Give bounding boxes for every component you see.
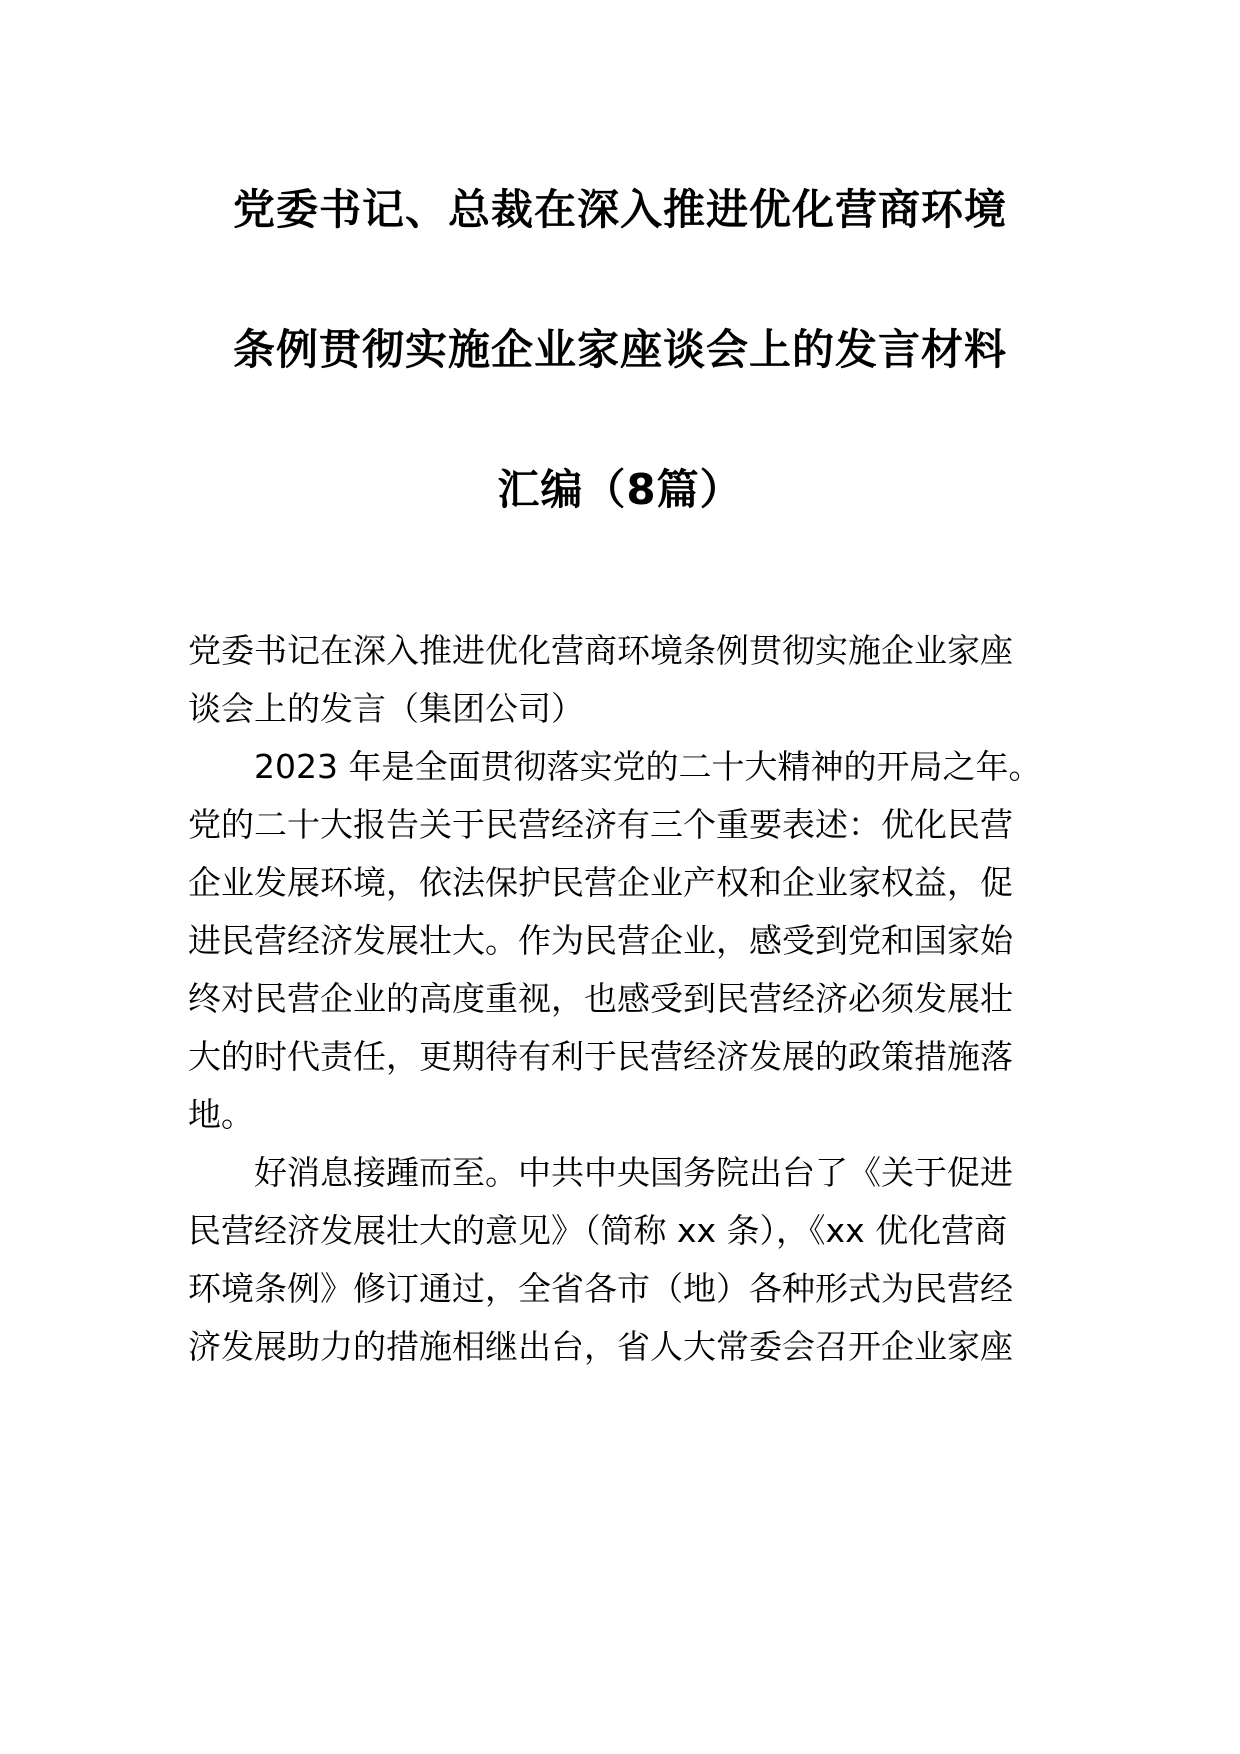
- paragraph-2-line-2: 民营经济发展壮大的意见》（简称 xx 条），《xx 优化营商: [188, 1211, 1008, 1250]
- section-heading-line-2: 谈会上的发言（集团公司）: [188, 689, 584, 728]
- paragraph-1-line-3: 企业发展环境，依法保护民营企业产权和企业家权益，促: [188, 863, 1013, 902]
- paragraph-1-line-1: 2023 年是全面贯彻落实党的二十大精神的开局之年。: [254, 747, 1042, 786]
- title-line-1: 党委书记、总裁在深入推进优化营商环境: [232, 185, 1007, 234]
- paragraph-2-line-3: 环境条例》修订通过，全省各市（地）各种形式为民营经: [188, 1269, 1013, 1308]
- section-heading-line-1: 党委书记在深入推进优化营商环境条例贯彻实施企业家座: [188, 631, 1013, 670]
- paragraph-2-line-1: 好消息接踵而至。中共中央国务院出台了《关于促进: [254, 1153, 1013, 1192]
- paragraph-2-line-4: 济发展助力的措施相继出台，省人大常委会召开企业家座: [188, 1327, 1013, 1366]
- paragraph-1-line-2: 党的二十大报告关于民营经济有三个重要表述：优化民营: [188, 805, 1013, 844]
- paragraph-1-line-4: 进民营经济发展壮大。作为民营企业，感受到党和国家始: [188, 921, 1013, 960]
- paragraph-1-line-7: 地。: [188, 1095, 254, 1134]
- paragraph-1-line-5: 终对民营企业的高度重视，也感受到民营经济必须发展壮: [188, 979, 1013, 1018]
- paragraph-1-line-6: 大的时代责任，更期待有利于民营经济发展的政策措施落: [188, 1037, 1013, 1076]
- title-line-2: 条例贯彻实施企业家座谈会上的发言材料: [232, 325, 1007, 374]
- title-line-3: 汇编（8篇）: [497, 465, 743, 514]
